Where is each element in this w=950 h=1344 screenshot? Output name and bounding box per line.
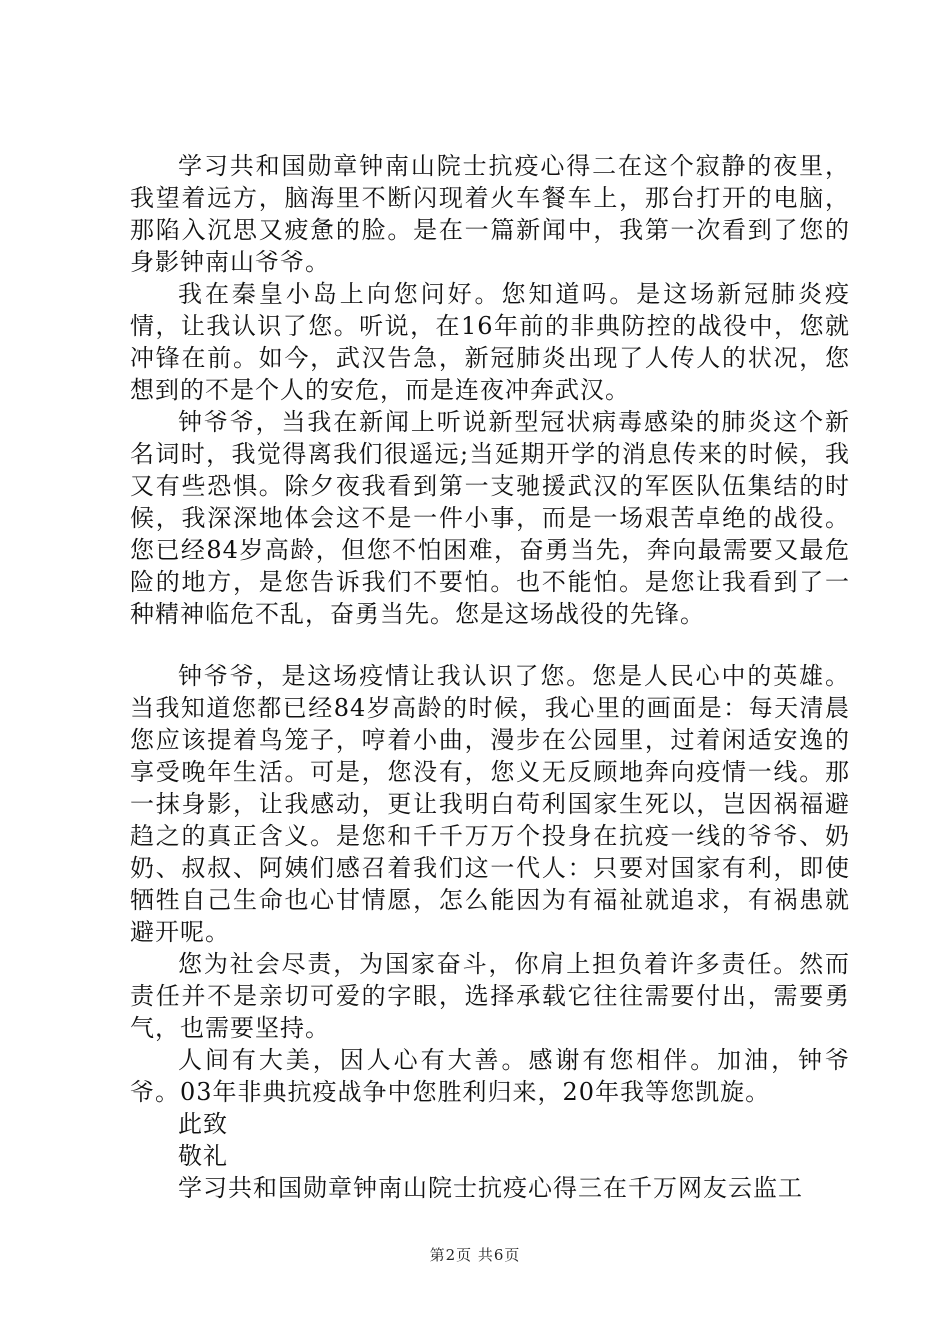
paragraph-5: 您为社会尽责，为国家奋斗，你肩上担负着许多责任。然而责任并不是亲切可爱的字眼，选择承载它往往需要付出，需要勇气，也需要坚持。 [130,950,850,1042]
closing-regards: 敬礼 [178,1142,228,1170]
paragraph-6: 人间有大美，因人心有大善。感谢有您相伴。加油，钟爷爷。03年非典抗疫战争中您胜利归来，20年我等您凯旋。 [130,1046,850,1106]
paragraph-4: 钟爷爷，是这场疫情让我认识了您。您是人民心中的英雄。当我知道您都已经84岁高龄的时候，我心里的画面是：每天清晨您应该提着鸟笼子，哼着小曲，漫步在公园里，过着闲适安逸的享受晚年生活。可是，您没有，您义无反顾地奔向疫情一线。那一抹身影，让我感动，更让我明白苟利国家生死以，岂因祸福避趋之的真正含义。是您和千千万万个投身在抗疫一线的爷爷、奶奶、叔叔、阿姨们感召着我们这一代人：只要对国家有利，即使牺牲自己生命也心甘情愿，怎么能因为有福祉就追求，有祸患就避开呢。 [130,662,850,946]
next-section-title: 学习共和国勋章钟南山院士抗疫心得三在千万网友云监工 [178,1174,803,1202]
paragraph-2: 我在秦皇小岛上向您问好。您知道吗。是这场新冠肺炎疫情，让我认识了您。听说，在16年前的非典防控的战役中，您就冲锋在前。如今，武汉告急，新冠肺炎出现了人传人的状况，您想到的不是个人的安危，而是连夜冲奔武汉。 [130,280,850,404]
paragraph-3: 钟爷爷，当我在新闻上听说新型冠状病毒感染的肺炎这个新名词时，我觉得离我们很遥远;当延期开学的消息传来的时候，我又有些恐惧。除夕夜我看到第一支驰援武汉的军医队伍集结的时候，我深深地体会这不是一件小事，而是一场艰苦卓绝的战役。您已经84岁高龄，但您不怕困难，奋勇当先，奔向最需要又最危险的地方，是您告诉我们不要怕。也不能怕。是您让我看到了一种精神临危不乱，奋勇当先。您是这场战役的先锋。 [130,408,850,628]
closing-salutation: 此致 [178,1110,228,1138]
paragraph-1: 学习共和国勋章钟南山院士抗疫心得二在这个寂静的夜里，我望着远方，脑海里不断闪现着火车餐车上，那台打开的电脑，那陷入沉思又疲惫的脸。是在一篇新闻中，我第一次看到了您的身影钟南山爷爷。 [130,152,850,276]
page-number-footer: 第2页 共6页 [429,1246,521,1264]
document-body [130,150,850,1204]
